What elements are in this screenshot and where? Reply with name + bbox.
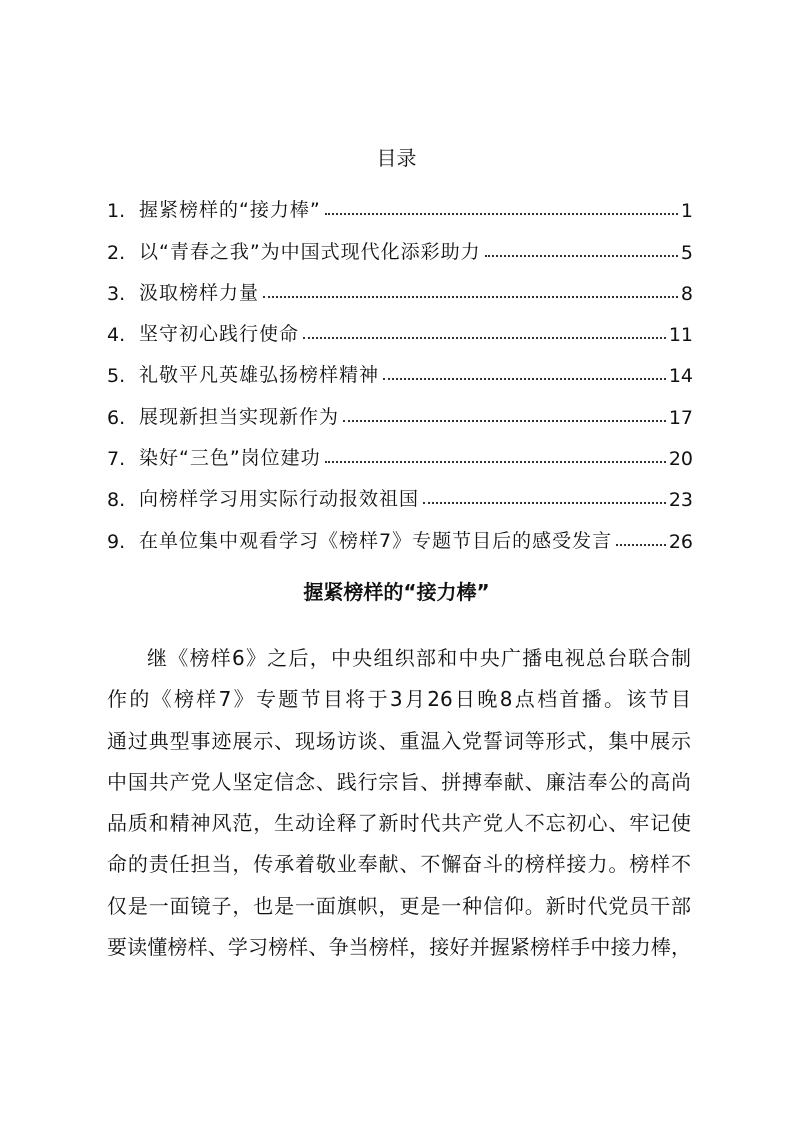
toc-dot-leader — [325, 461, 666, 463]
toc-entry-number: 6. — [107, 406, 126, 429]
toc-entry[interactable] — [107, 387, 693, 428]
table-of-contents — [107, 181, 693, 553]
toc-entry-label: 在单位集中观看学习《榜样7》专题节目后的感受发言 — [139, 529, 613, 552]
toc-dot-leader — [383, 378, 666, 380]
toc-entry-number: 8. — [107, 489, 126, 512]
toc-entry-number: 7. — [107, 448, 126, 471]
toc-entry-number: 9. — [107, 530, 126, 553]
article-heading: 握紧榜样的“接力棒” — [303, 580, 490, 604]
paragraph-line: 作的《榜样7》专题节目将于3月26日晚8点档首播。该节目 — [107, 687, 691, 712]
toc-dot-leader — [423, 502, 666, 504]
toc-entry[interactable] — [107, 305, 693, 346]
paragraph-line: 品质和精神风范，生动诠释了新时代共产党人不忘初心、牢记使 — [107, 811, 691, 836]
toc-dot-leader — [343, 420, 666, 422]
toc-entry-number: 5. — [107, 365, 126, 388]
toc-entry[interactable] — [107, 264, 693, 305]
paragraph-line: 通过典型事迹展示、现场访谈、重温入党誓词等形式，集中展示 — [107, 728, 691, 753]
toc-entry-label: 以“青春之我”为中国式现代化添彩助力 — [139, 240, 481, 263]
toc-entry-page: 14 — [668, 365, 693, 388]
toc-entry[interactable] — [107, 470, 693, 511]
paragraph-line: 命的责任担当，传承着敬业奉献、不懈奋斗的榜样接力。榜样不 — [107, 852, 691, 877]
toc-entry-page: 5 — [680, 241, 693, 264]
toc-entry-label: 坚守初心践行使命 — [139, 323, 300, 346]
toc-entry-page: 8 — [680, 282, 693, 305]
paragraph-line: 要读懂榜样、学习榜样、争当榜样，接好并握紧榜样手中接力棒， — [107, 935, 691, 960]
paragraph-line: 中国共产党人坚定信念、践行宗旨、拼搏奉献、廉洁奉公的高尚 — [107, 769, 691, 794]
toc-entry-label: 向榜样学习用实际行动报效祖国 — [139, 488, 420, 511]
toc-entry-page: 1 — [680, 200, 693, 223]
toc-entry-number: 1. — [107, 200, 126, 223]
toc-entry-number: 2. — [107, 241, 126, 264]
toc-entry[interactable] — [107, 181, 693, 222]
toc-entry-number: 3. — [107, 282, 126, 305]
toc-entry[interactable] — [107, 346, 693, 387]
toc-dot-leader — [325, 213, 678, 215]
toc-entry-label: 展现新担当实现新作为 — [139, 405, 340, 428]
toc-title: 目录 — [376, 146, 417, 170]
toc-entry-label: 汲取榜样力量 — [139, 281, 260, 304]
toc-dot-leader — [263, 296, 678, 298]
article-body — [107, 643, 691, 973]
toc-dot-leader — [616, 544, 666, 546]
toc-entry[interactable] — [107, 429, 693, 470]
toc-entry-label: 染好“三色”岗位建功 — [139, 447, 321, 470]
toc-dot-leader — [303, 337, 666, 339]
paragraph-line: 仅是一面镜子，也是一面旗帜，更是一种信仰。新时代党员干部 — [107, 893, 691, 918]
toc-entry-page: 26 — [668, 530, 693, 553]
toc-entry-page: 11 — [668, 324, 693, 347]
paragraph-line: 继《榜样6》之后，中央组织部和中央广播电视总台联合制 — [147, 646, 691, 670]
toc-entry-label: 握紧榜样的“接力棒” — [139, 199, 321, 222]
toc-entry[interactable] — [107, 222, 693, 263]
toc-entry-page: 17 — [668, 406, 693, 429]
toc-entry-page: 20 — [668, 448, 693, 471]
toc-entry-label: 礼敬平凡英雄弘扬榜样精神 — [139, 364, 380, 387]
toc-entry-page: 23 — [668, 489, 693, 512]
toc-entry-number: 4. — [107, 324, 126, 347]
toc-dot-leader — [485, 255, 678, 257]
toc-entry[interactable] — [107, 511, 693, 552]
